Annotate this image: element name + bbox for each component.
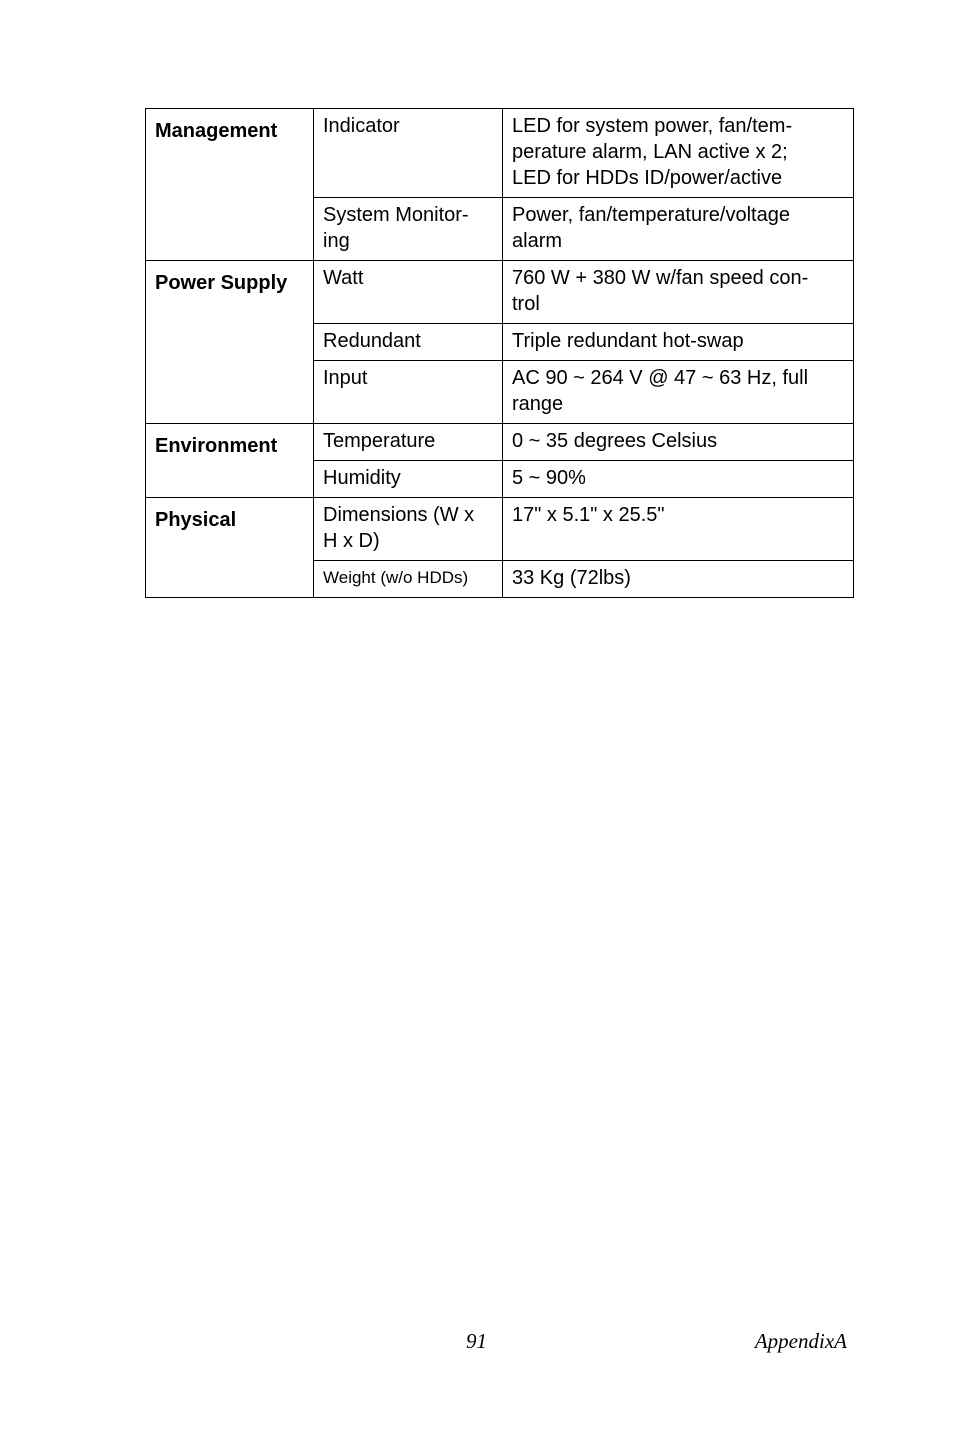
category-physical: Physical — [146, 498, 314, 598]
spec-value: AC 90 ~ 264 V @ 47 ~ 63 Hz, full range — [503, 361, 854, 424]
spec-value: 760 W + 380 W w/fan speed con- trol — [503, 261, 854, 324]
spec-name: Redundant — [314, 324, 503, 361]
spec-value: 0 ~ 35 degrees Celsius — [503, 424, 854, 461]
table-row — [146, 261, 854, 324]
spec-value: Triple redundant hot-swap — [503, 324, 854, 361]
spec-name: Watt — [314, 261, 503, 324]
spec-name: Input — [314, 361, 503, 424]
table-row — [146, 498, 854, 561]
spec-value: Power, fan/temperature/voltage alarm — [503, 198, 854, 261]
spec-value: 5 ~ 90% — [503, 461, 854, 498]
spec-name: Temperature — [314, 424, 503, 461]
spec-name: Humidity — [314, 461, 503, 498]
spec-name: System Monitor- ing — [314, 198, 503, 261]
spec-value: LED for system power, fan/tem- perature alarm, LAN active x 2; LED for HDDs ID/power/active — [503, 109, 854, 198]
section-title: AppendixA — [754, 1329, 847, 1353]
spec-value: 17" x 5.1" x 25.5" — [503, 498, 854, 561]
table-row — [146, 424, 854, 461]
spec-name: Indicator — [314, 109, 503, 198]
spec-name: Dimensions (W x H x D) — [314, 498, 503, 561]
spec-value: 33 Kg (72lbs) — [503, 561, 854, 598]
specifications-table — [145, 108, 854, 598]
category-environment: Environment — [146, 424, 314, 498]
category-management: Management — [146, 109, 314, 261]
table-row — [146, 109, 854, 198]
category-power-supply: Power Supply — [146, 261, 314, 424]
spec-name: Weight (w/o HDDs) — [314, 561, 503, 598]
page-number: 91 — [466, 1329, 487, 1353]
